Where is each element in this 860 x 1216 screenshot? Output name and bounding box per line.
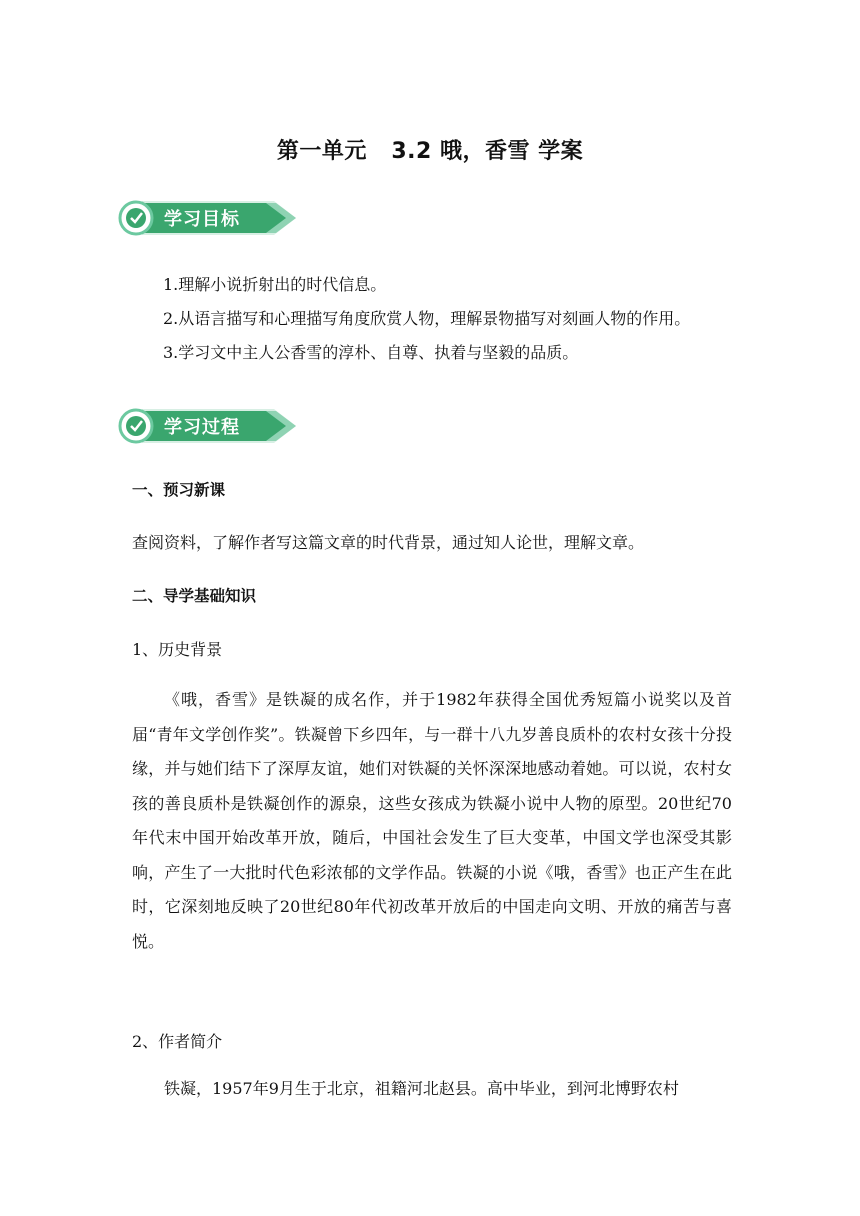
section-banner-goals xyxy=(116,198,300,238)
document-title: 第一单元 3.2 哦，香雪 学案 xyxy=(276,139,584,164)
section-heading: 一、预习新课 xyxy=(132,481,226,499)
section-heading: 二、导学基础知识 xyxy=(132,587,257,605)
section-banner-process xyxy=(116,406,300,446)
goal-item: 1.理解小说折射出的时代信息。 xyxy=(163,275,387,294)
goal-item: 2.从语言描写和心理描写角度欣赏人物，理解景物描写对刻画人物的作用。 xyxy=(163,309,691,328)
body-paragraph: 《哦，香雪》是铁凝的成名作，并于1982年获得全国优秀短篇小说奖以及首届“青年文学创作奖”。铁凝曾下乡四年，与一群十八九岁善良质朴的农村女孩十分投缘，并与她们结下了深厚友谊，她们对铁凝的关怀深深地感动着她。可以说，农村女孩的善良质朴是铁凝创作的源泉，这些女孩成为铁凝小说中人物的原型。20世纪70年代末中国开始改革开放，随后，中国社会发生了巨大变革，中国文学也深受其影响，产生了一大批时代色彩浓郁的文学作品。铁凝的小说《哦，香雪》也正产生在此时，它深刻地反映了20世纪80年代初改革开放后的中国走向文明、开放的痛苦与喜悦。 xyxy=(132,690,732,951)
subheading: 2、作者简介 xyxy=(132,1032,223,1051)
subheading: 1、历史背景 xyxy=(132,640,223,659)
body-paragraph: 铁凝，1957年9月生于北京，祖籍河北赵县。高中毕业，到河北博野农村 xyxy=(164,1079,679,1098)
banner-label: 学习目标 xyxy=(164,209,240,230)
goal-item: 3.学习文中主人公香雪的淳朴、自尊、执着与坚毅的品质。 xyxy=(163,343,579,362)
body-text: 查阅资料，了解作者写这篇文章的时代背景，通过知人论世，理解文章。 xyxy=(132,533,645,552)
banner-label: 学习过程 xyxy=(164,417,240,438)
